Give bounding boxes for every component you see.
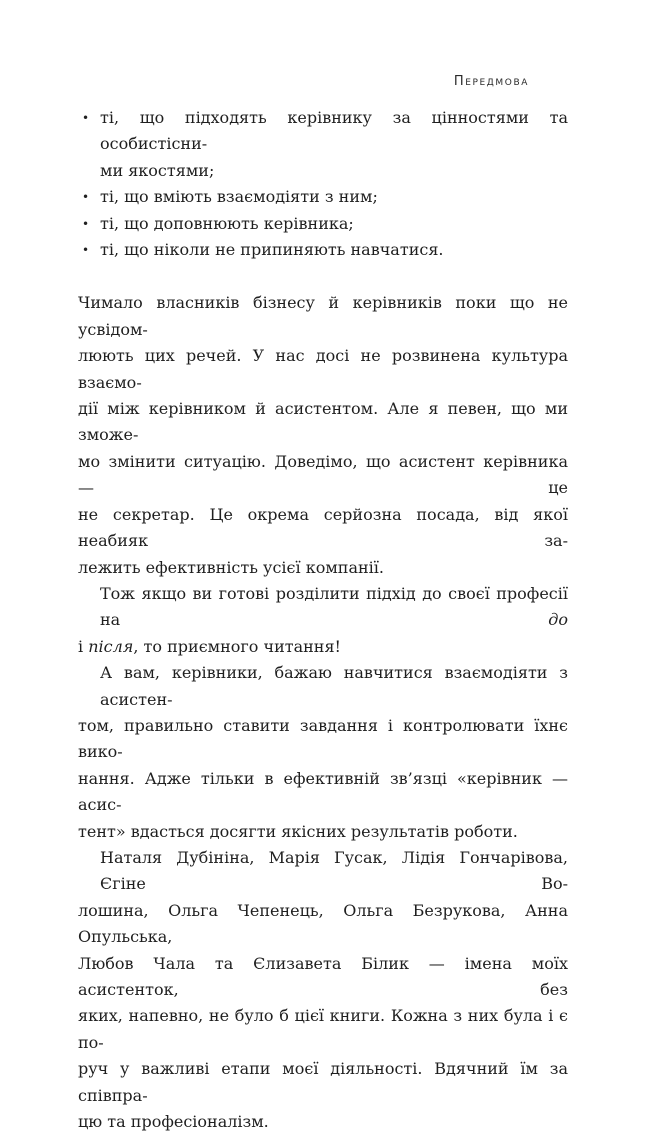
list-item-line: ми якостями; xyxy=(100,160,215,180)
paragraph-line: яких, напевно, не було б цієї книги. Кожна з них була і є по- xyxy=(78,1006,568,1052)
bullet-icon: • xyxy=(82,190,90,205)
bullet-icon: • xyxy=(82,216,90,231)
paragraph-line: том, правильно ставити завдання і контролювати їхнє вико- xyxy=(78,715,568,762)
list-item xyxy=(78,105,568,184)
paragraph-line: А вам, керівники, бажаю навчитися взаємодіяти з асистен- xyxy=(100,663,568,709)
list-item xyxy=(78,184,568,210)
list-item-line: ті, що ніколи не припиняють навчатися. xyxy=(100,240,444,260)
paragraph-line xyxy=(78,581,568,634)
bullet-list xyxy=(78,105,568,263)
paragraph-line: дії між керівником й асистентом. Але я певен, що ми зможе- xyxy=(78,399,568,445)
paragraph-line xyxy=(78,634,568,660)
list-item-line: ті, що підходять керівнику за цінностями та особистісни- xyxy=(100,108,568,154)
paragraph-line: тент» вдасться досягти якісних результатів роботи. xyxy=(78,821,518,841)
paragraph-line: лежить ефективність усієї компанії. xyxy=(78,557,384,577)
page-body xyxy=(78,105,568,1135)
list-item xyxy=(78,211,568,237)
paragraph-line: Чимало власників бізнесу й керівників поки що не усвідом- xyxy=(78,293,568,339)
text-run: Тож якщо ви готові розділити підхід до своєї професії на xyxy=(100,583,568,630)
bullet-icon: • xyxy=(82,243,90,258)
running-header: Передмова xyxy=(453,74,529,89)
paragraph xyxy=(78,660,568,845)
list-item xyxy=(78,237,568,263)
paragraph-line: цю та професіоналізм. xyxy=(78,1112,269,1132)
text-run: і xyxy=(78,636,89,656)
paragraph-line: руч у важливі етапи моєї діяльності. Вдячний їм за співпра- xyxy=(78,1059,568,1105)
paragraph-line: не секретар. Це окрема серйозна посада, від якої неабияк за- xyxy=(78,504,568,551)
emphasis-text: після xyxy=(88,636,134,656)
paragraph-line: мо змінити ситуацію. Доведімо, що асистент керівника — це xyxy=(78,451,568,498)
bullet-icon: • xyxy=(82,111,90,125)
list-item-line: ті, що вміють взаємодіяти з ним; xyxy=(100,187,378,207)
text-run: , то приємного читання! xyxy=(133,636,341,656)
paragraph-line: нання. Адже тільки в ефективній зв’язці «керівник — асис- xyxy=(78,768,568,815)
paragraph-line: Любов Чала та Єлизавета Білик — імена моїх асистенток, без xyxy=(78,953,568,999)
list-item-line: ті, що доповнюють керівника; xyxy=(100,213,354,233)
paragraph xyxy=(78,581,568,660)
paragraph-line: лошина, Ольга Чепенець, Ольга Безрукова, Анна Опульська, xyxy=(78,900,568,947)
paragraph xyxy=(78,845,568,1135)
paragraph xyxy=(78,290,568,580)
emphasis-text: до xyxy=(548,610,568,630)
paragraph-line: Наталя Дубініна, Марія Гусак, Лідія Гончарівова, Єгіне Во- xyxy=(100,847,568,894)
paragraph-line: люють цих речей. У нас досі не розвинена культура взаємо- xyxy=(78,346,568,392)
